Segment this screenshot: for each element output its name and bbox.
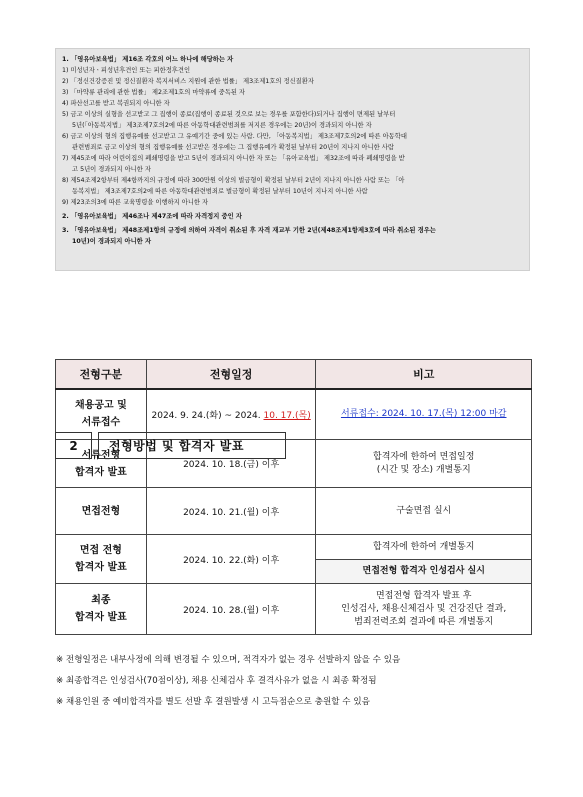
table-row: [56, 535, 532, 560]
disqualification-criteria-box: [55, 48, 530, 271]
category-cell: 면접전형: [56, 488, 147, 535]
footnote: ※ 최종합격은 인성검사(70점이상), 채용 신체검사 후 결격사유가 없을 시 최종 확정됨: [56, 676, 377, 686]
table-row: [56, 584, 532, 635]
schedule-date-start: 2024. 9. 24.(화) ~ 2024.: [151, 410, 264, 421]
note-cell: 합격자에 한하여 개별통지: [316, 535, 532, 560]
category-cell: 채용공고 및 서류접수: [56, 389, 147, 440]
criteria-line: 2) 「정신건강증진 및 정신질환자 복지서비스 지원에 관한 법률」 제3조제1호의 정신질환자: [62, 78, 314, 85]
criteria-line: 8) 제54조제2항부터 제4항까지의 규정에 따라 300만원 이상의 벌금형이 확정된 날부터 2년이 지나지 아니한 사람 또는 「아: [62, 177, 405, 184]
header-note: 비고: [316, 360, 532, 389]
schedule-cell: 2024. 10. 21.(월) 이후: [146, 488, 316, 535]
table-header-row: [56, 360, 532, 389]
section-number: 2: [55, 432, 92, 459]
schedule-table: [55, 359, 532, 635]
note-cell: 면접전형 합격자 발표 후 인성검사, 채용신체검사 및 건강진단 결과, 범죄전력조회 결과에 따른 개별통지: [316, 584, 532, 635]
footnote: ※ 채용인원 중 예비합격자를 별도 선발 후 결원발생 시 고득점순으로 충원할 수 있음: [56, 697, 370, 707]
schedule-cell: 2024. 10. 28.(월) 이후: [146, 584, 316, 635]
footnotes: [56, 654, 536, 717]
criteria-line: 3. 「영유아보육법」 제48조제1항의 규정에 의하여 자격이 취소된 후 자격 재교부 기한 2년(제48조제1항제3호에 따라 취소된 경우는: [62, 227, 436, 234]
criteria-line: 10년)이 경과되지 아니한 자: [72, 238, 152, 245]
category-cell: 서류전형 합격자 발표: [56, 440, 147, 488]
table-row: [56, 488, 532, 535]
criteria-line: 관련범죄로 금고 이상의 형의 집행유예를 선고받은 경우에는 그 집행유예가 확정된 날부터 20년이 지나지 아니한 사람: [72, 144, 394, 151]
note-cell: [316, 389, 532, 440]
criteria-line: 동복지법」 제3조제7호의2에 따른 아동학대관련범죄로 벌금형이 확정된 날부터 10년이 지나지 아니한 사람: [72, 188, 368, 195]
note-cell-personality-test: 면접전형 합격자 인성검사 실시: [316, 560, 532, 584]
note-cell: 구술면접 실시: [316, 488, 532, 535]
criteria-line: 5년(「아동복지법」 제3조제7호의2에 따른 아동학대관련범죄를 저지른 경우에는 20년)이 경과되지 아니한 자: [72, 122, 372, 129]
footnote: ※ 전형일정은 내부사정에 의해 변경될 수 있으며, 적격자가 없는 경우 선발하지 않을 수 있음: [56, 655, 401, 665]
schedule-cell: 2024. 10. 18.(금) 이후: [146, 440, 316, 488]
header-category: 전형구분: [56, 360, 147, 389]
criteria-lines: [62, 54, 523, 247]
criteria-line: 6) 금고 이상의 형의 집행유예를 선고받고 그 유예기간 중에 있는 사람. 다만, 「아동복지법」 제3조제7호의2에 따른 아동학대: [62, 133, 407, 140]
criteria-line: 1. 「영유아보육법」 제16조 각호의 어느 하나에 해당하는 자: [62, 56, 234, 63]
category-cell: 면접 전형 합격자 발표: [56, 535, 147, 584]
criteria-line: 9) 제23조의3에 따른 교육명령을 이행하지 아니한 자: [62, 199, 209, 206]
section-title: 전형방법 및 합격자 발표: [98, 432, 286, 459]
criteria-line: 1) 미성년자ㆍ피성년후견인 또는 피한정후견인: [62, 67, 191, 74]
category-cell: 최종 합격자 발표: [56, 584, 147, 635]
criteria-line: 7) 제45조에 따라 어린이집의 폐쇄명령을 받고 5년이 경과되지 아니한 자 또는 「유아교육법」 제32조에 따라 폐쇄명령을 받: [62, 155, 405, 162]
application-deadline-link[interactable]: 서류접수: 2024. 10. 17.(목) 12:00 마감: [340, 408, 507, 419]
criteria-line: 3) 「마약류 관리에 관한 법률」 제2조제1호의 마약류에 중독된 자: [62, 89, 245, 96]
schedule-cell: 2024. 10. 22.(화) 이후: [146, 535, 316, 584]
criteria-line: 4) 파산선고를 받고 복권되지 아니한 자: [62, 100, 170, 107]
criteria-line: 2. 「영유아보육법」 제46조나 제47조에 따라 자격정지 중인 자: [62, 213, 242, 220]
note-cell: 합격자에 한하여 면접일정 (시간 및 장소) 개별통지: [316, 440, 532, 488]
criteria-line: 5) 금고 이상의 실형을 선고받고 그 집행이 종료(집행이 종료된 것으로 보는 경우를 포함한다)되거나 집행이 면제된 날부터: [62, 111, 396, 118]
criteria-line: 고 5년이 경과되지 아니한 자: [72, 166, 151, 173]
schedule-deadline: 10. 17.(목): [263, 410, 311, 421]
header-schedule: 전형일정: [146, 360, 316, 389]
